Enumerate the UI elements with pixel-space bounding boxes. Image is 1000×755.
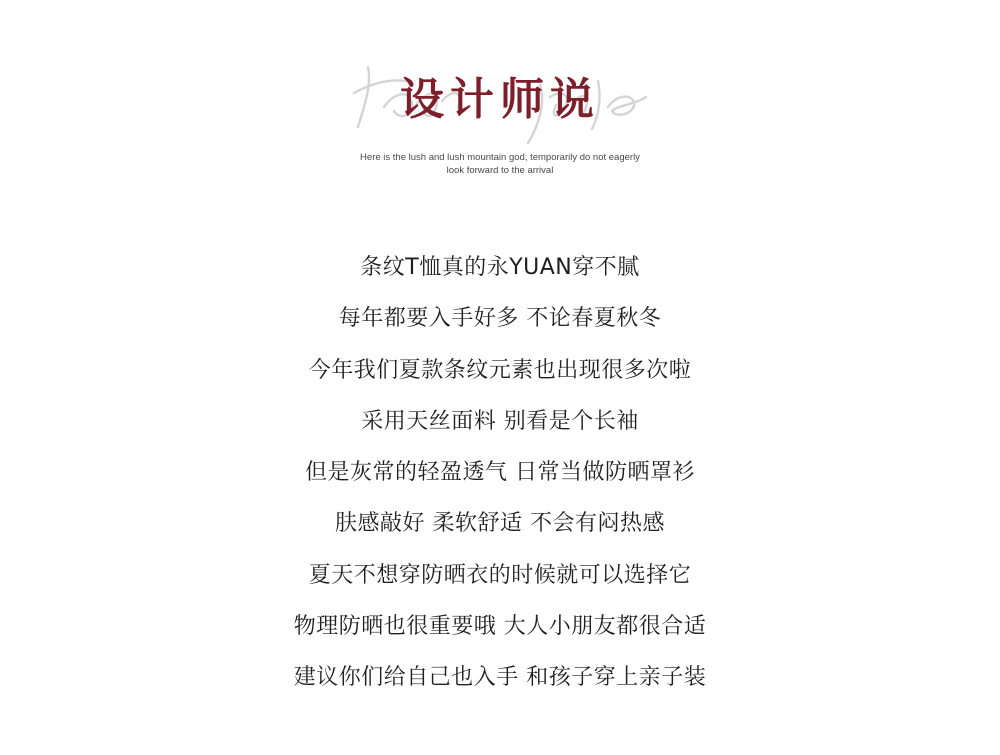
page-title: 设计师说 — [400, 74, 600, 125]
description-line: 建议你们给自己也入手 和孩子穿上亲子装 — [293, 665, 707, 691]
subtitle-line-2: look forward to the arrival — [446, 165, 554, 176]
description-line: 但是灰常的轻盈透气 日常当做防晒罩衫 — [305, 460, 695, 486]
description-line: 肤感敲好 柔软舒适 不会有闷热感 — [335, 511, 665, 537]
description-line: 采用天丝面料 别看是个长袖 — [361, 408, 639, 434]
description-line: 夏天不想穿防晒衣的时候就可以选择它 — [308, 562, 692, 588]
description-line: 每年都要入手好多 不论春夏秋冬 — [338, 306, 662, 332]
description-line: 条纹T恤真的永YUAN穿不腻 — [360, 255, 640, 280]
header — [0, 0, 1000, 200]
subtitle-line-1: Here is the lush and lush mountain god, temporarily do not eagerly — [360, 152, 640, 163]
description-line: 今年我们夏款条纹元素也出现很多次啦 — [308, 357, 692, 383]
description-line: 物理防晒也很重要哦 大人小朋友都很合适 — [293, 614, 707, 640]
description-block — [0, 242, 1000, 704]
subtitle — [0, 151, 1000, 177]
